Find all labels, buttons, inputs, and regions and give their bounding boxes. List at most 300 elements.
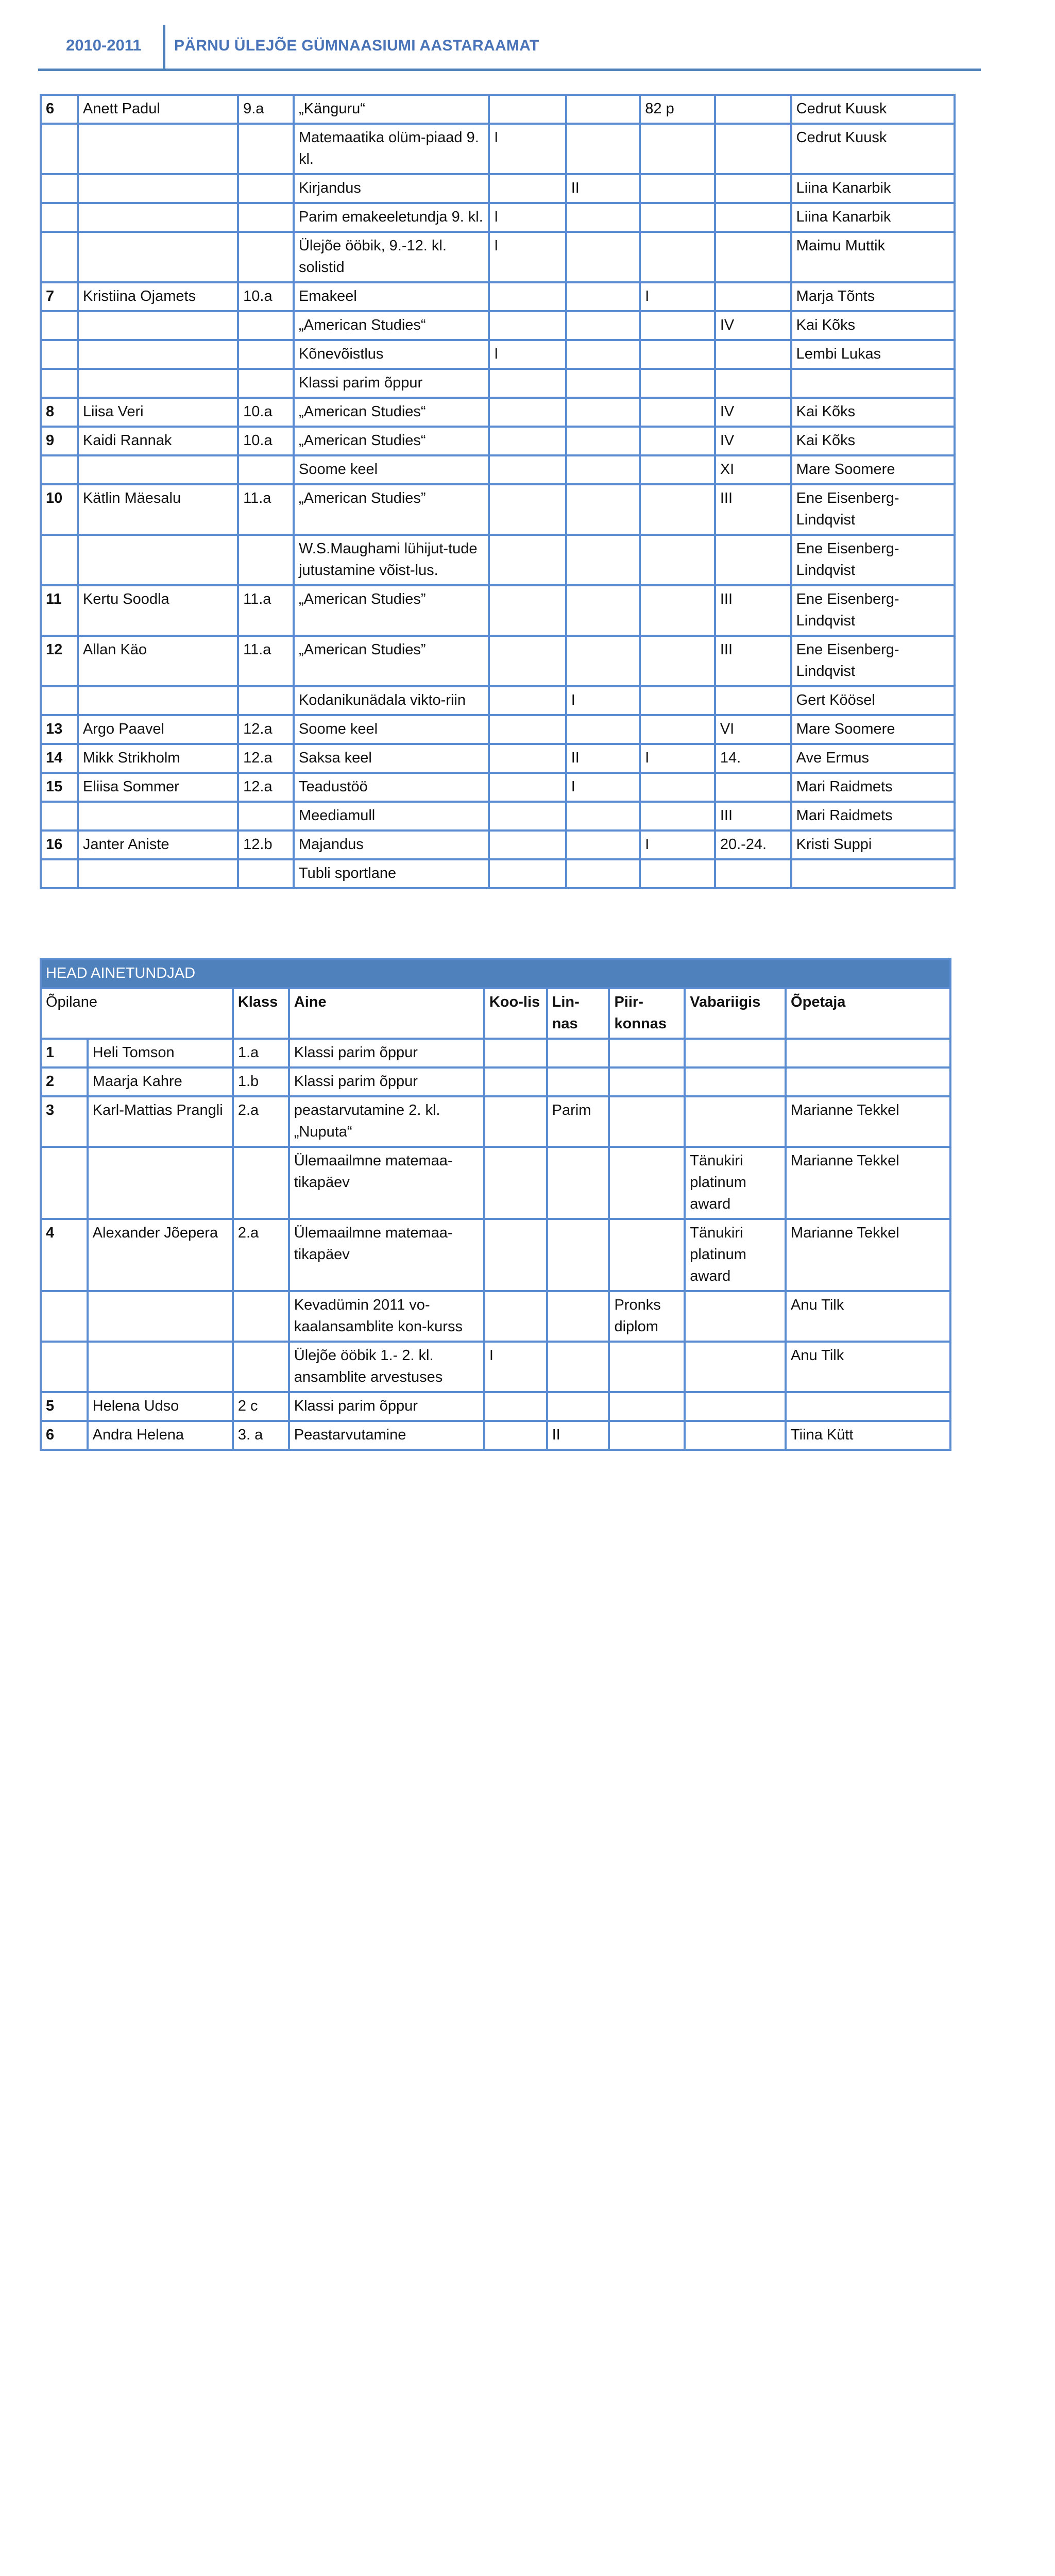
cell-opetaja: Anu Tilk <box>786 1291 950 1342</box>
cell-linnas <box>547 1147 609 1219</box>
cell-num <box>41 686 78 715</box>
table-row <box>41 744 955 773</box>
cell-aine: „American Studies” <box>294 636 489 686</box>
cell-opetaja: Ene Eisenberg-Lindqvist <box>791 585 955 636</box>
cell-name <box>78 203 238 232</box>
cell-num <box>41 1147 88 1219</box>
cell-num <box>41 369 78 398</box>
cell-klass <box>238 369 294 398</box>
table-row <box>41 124 955 174</box>
cell-koolis <box>484 1067 547 1096</box>
cell-piirkonnas <box>640 773 715 802</box>
cell-klass <box>238 455 294 484</box>
cell-num <box>41 1291 88 1342</box>
cell-opetaja: Cedrut Kuusk <box>791 95 955 124</box>
cell-piirkonnas <box>640 203 715 232</box>
table-row <box>41 369 955 398</box>
cell-aine: „Känguru“ <box>294 95 489 124</box>
cell-opetaja <box>791 859 955 888</box>
cell-piirkonnas <box>609 1067 685 1096</box>
cell-name <box>88 1291 233 1342</box>
cell-klass <box>238 859 294 888</box>
cell-name: Mikk Strikholm <box>78 744 238 773</box>
cell-aine: Ülemaailmne matemaa-tikapäev <box>289 1147 484 1219</box>
cell-piirkonnas <box>640 340 715 369</box>
cell-linnas <box>566 398 640 427</box>
cell-piirkonnas <box>640 232 715 282</box>
table-row <box>41 282 955 311</box>
table-row <box>41 455 955 484</box>
cell-piirkonnas: I <box>640 744 715 773</box>
cell-koolis <box>489 535 566 585</box>
cell-aine: „American Studies“ <box>294 427 489 455</box>
cell-piirkonnas <box>640 585 715 636</box>
table-row <box>41 484 955 535</box>
cell-aine: Saksa keel <box>294 744 489 773</box>
cell-name: Maarja Kahre <box>88 1067 233 1096</box>
cell-name: Argo Paavel <box>78 715 238 744</box>
cell-num <box>41 859 78 888</box>
results-table-continued <box>40 94 956 889</box>
cell-linnas <box>566 203 640 232</box>
cell-koolis <box>489 398 566 427</box>
cell-num: 7 <box>41 282 78 311</box>
cell-koolis: I <box>489 203 566 232</box>
cell-num: 12 <box>41 636 78 686</box>
header-title: PÄRNU ÜLEJÕE GÜMNAASIUMI AASTARAAMAT <box>174 37 539 54</box>
cell-klass <box>233 1291 289 1342</box>
table-row <box>41 585 955 636</box>
cell-vabariigis <box>685 1096 786 1147</box>
cell-name: Helena Udso <box>88 1392 233 1421</box>
cell-koolis <box>484 1147 547 1219</box>
cell-piirkonnas <box>609 1147 685 1219</box>
cell-name: Heli Tomson <box>88 1039 233 1067</box>
cell-piirkonnas <box>640 484 715 535</box>
table-row <box>41 203 955 232</box>
cell-vabariigis <box>715 535 791 585</box>
header-opetaja: Õpetaja <box>786 988 950 1039</box>
cell-name: Liisa Veri <box>78 398 238 427</box>
cell-klass <box>238 686 294 715</box>
cell-num <box>41 124 78 174</box>
cell-num: 8 <box>41 398 78 427</box>
cell-piirkonnas <box>609 1392 685 1421</box>
cell-vabariigis: Tänukiri platinum award <box>685 1147 786 1219</box>
cell-vabariigis <box>715 124 791 174</box>
cell-vabariigis <box>685 1291 786 1342</box>
cell-aine: Kõnevõistlus <box>294 340 489 369</box>
cell-linnas <box>566 585 640 636</box>
cell-koolis <box>489 174 566 203</box>
cell-aine: Matemaatika olüm-piaad 9. kl. <box>294 124 489 174</box>
section-header-row <box>41 959 950 988</box>
cell-num: 13 <box>41 715 78 744</box>
cell-num: 1 <box>41 1039 88 1067</box>
cell-opetaja: Liina Kanarbik <box>791 203 955 232</box>
cell-opetaja: Maimu Muttik <box>791 232 955 282</box>
cell-opetaja <box>786 1039 950 1067</box>
cell-name: Janter Aniste <box>78 831 238 859</box>
cell-koolis <box>489 831 566 859</box>
cell-koolis <box>489 859 566 888</box>
cell-piirkonnas <box>640 311 715 340</box>
cell-opetaja: Ave Ermus <box>791 744 955 773</box>
cell-num: 9 <box>41 427 78 455</box>
cell-vabariigis: 20.-24. <box>715 831 791 859</box>
cell-opetaja: Gert Köösel <box>791 686 955 715</box>
cell-name <box>78 369 238 398</box>
cell-num: 15 <box>41 773 78 802</box>
table-row <box>41 1291 950 1342</box>
cell-aine: Peastarvutamine <box>289 1421 484 1450</box>
cell-vabariigis <box>685 1067 786 1096</box>
cell-piirkonnas <box>640 455 715 484</box>
cell-opetaja <box>786 1067 950 1096</box>
cell-opetaja: Ene Eisenberg-Lindqvist <box>791 484 955 535</box>
cell-linnas <box>566 535 640 585</box>
table-row <box>41 831 955 859</box>
cell-vabariigis <box>715 773 791 802</box>
cell-koolis: I <box>489 340 566 369</box>
cell-vabariigis <box>685 1392 786 1421</box>
cell-name: Eliisa Sommer <box>78 773 238 802</box>
cell-koolis <box>489 455 566 484</box>
cell-aine: Teadustöö <box>294 773 489 802</box>
cell-linnas <box>566 802 640 831</box>
cell-piirkonnas <box>640 427 715 455</box>
cell-klass <box>238 802 294 831</box>
cell-linnas <box>566 636 640 686</box>
cell-piirkonnas <box>640 174 715 203</box>
cell-klass: 2.a <box>233 1096 289 1147</box>
cell-koolis <box>489 585 566 636</box>
cell-vabariigis <box>715 282 791 311</box>
cell-piirkonnas: Pronks diplom <box>609 1291 685 1342</box>
cell-klass: 12.a <box>238 744 294 773</box>
cell-name <box>78 174 238 203</box>
cell-opetaja <box>791 369 955 398</box>
cell-koolis <box>484 1392 547 1421</box>
cell-linnas <box>566 369 640 398</box>
cell-piirkonnas: I <box>640 282 715 311</box>
cell-opetaja: Marianne Tekkel <box>786 1147 950 1219</box>
cell-linnas <box>547 1039 609 1067</box>
cell-aine: Klassi parim õppur <box>289 1392 484 1421</box>
cell-linnas <box>566 124 640 174</box>
cell-klass: 11.a <box>238 484 294 535</box>
cell-name <box>78 802 238 831</box>
page-footer <box>0 1437 1055 1492</box>
cell-name <box>78 311 238 340</box>
cell-piirkonnas <box>609 1219 685 1291</box>
cell-koolis <box>489 744 566 773</box>
cell-name: Karl-Mattias Prangli <box>88 1096 233 1147</box>
cell-num: 10 <box>41 484 78 535</box>
cell-aine: Meediamull <box>294 802 489 831</box>
table-row <box>41 174 955 203</box>
cell-vabariigis: VI <box>715 715 791 744</box>
cell-opetaja: Kai Kõks <box>791 398 955 427</box>
cell-klass <box>238 174 294 203</box>
cell-name <box>88 1147 233 1219</box>
cell-name <box>78 124 238 174</box>
cell-opetaja: Marja Tõnts <box>791 282 955 311</box>
header-piirkonnas: Piir-konnas <box>609 988 685 1039</box>
cell-linnas <box>566 427 640 455</box>
cell-linnas <box>547 1219 609 1291</box>
cell-opetaja: Marianne Tekkel <box>786 1096 950 1147</box>
cell-linnas: II <box>566 744 640 773</box>
cell-aine: Soome keel <box>294 455 489 484</box>
cell-aine: „American Studies” <box>294 585 489 636</box>
cell-vabariigis <box>715 232 791 282</box>
cell-opetaja <box>786 1392 950 1421</box>
cell-koolis <box>484 1096 547 1147</box>
cell-opetaja: Tiina Kütt <box>786 1421 950 1450</box>
cell-vabariigis: IV <box>715 427 791 455</box>
cell-koolis <box>489 427 566 455</box>
header-aine: Aine <box>289 988 484 1039</box>
cell-name: Kristiina Ojamets <box>78 282 238 311</box>
header-klass: Klass <box>233 988 289 1039</box>
cell-linnas: II <box>547 1421 609 1450</box>
cell-vabariigis: 14. <box>715 744 791 773</box>
cell-aine: Klassi parim õppur <box>289 1067 484 1096</box>
header-rule <box>38 69 981 71</box>
table-row <box>41 340 955 369</box>
cell-name: Kätlin Mäesalu <box>78 484 238 535</box>
cell-koolis <box>489 715 566 744</box>
column-header-row <box>41 988 950 1039</box>
cell-aine: Ülemaailmne matemaa-tikapäev <box>289 1219 484 1291</box>
cell-aine: „American Studies“ <box>294 398 489 427</box>
cell-num <box>41 455 78 484</box>
cell-num: 11 <box>41 585 78 636</box>
cell-koolis <box>484 1219 547 1291</box>
cell-klass <box>238 232 294 282</box>
cell-vabariigis: Tänukiri platinum award <box>685 1219 786 1291</box>
cell-num: 5 <box>41 1392 88 1421</box>
cell-aine: „American Studies“ <box>294 311 489 340</box>
cell-opetaja: Mari Raidmets <box>791 773 955 802</box>
cell-piirkonnas <box>640 124 715 174</box>
cell-klass: 10.a <box>238 427 294 455</box>
cell-name: Kaidi Rannak <box>78 427 238 455</box>
cell-linnas <box>566 282 640 311</box>
cell-num: 6 <box>41 95 78 124</box>
cell-opetaja: Mari Raidmets <box>791 802 955 831</box>
cell-aine: Kirjandus <box>294 174 489 203</box>
cell-klass <box>238 340 294 369</box>
cell-linnas <box>566 340 640 369</box>
cell-opetaja: Ene Eisenberg-Lindqvist <box>791 535 955 585</box>
cell-koolis: I <box>489 124 566 174</box>
cell-num <box>41 232 78 282</box>
cell-num: 16 <box>41 831 78 859</box>
cell-piirkonnas <box>640 535 715 585</box>
table-row <box>41 859 955 888</box>
table-row <box>41 535 955 585</box>
table-row <box>41 427 955 455</box>
cell-num: 14 <box>41 744 78 773</box>
cell-num: 2 <box>41 1067 88 1096</box>
cell-vabariigis: III <box>715 636 791 686</box>
cell-name: Allan Käo <box>78 636 238 686</box>
cell-aine: Soome keel <box>294 715 489 744</box>
cell-aine: Kodanikunädala vikto-riin <box>294 686 489 715</box>
cell-name <box>78 535 238 585</box>
cell-linnas <box>566 232 640 282</box>
cell-name <box>78 455 238 484</box>
cell-piirkonnas <box>609 1096 685 1147</box>
cell-koolis: I <box>484 1342 547 1392</box>
cell-linnas <box>547 1342 609 1392</box>
cell-koolis <box>489 369 566 398</box>
cell-piirkonnas <box>640 802 715 831</box>
cell-koolis <box>489 773 566 802</box>
cell-aine: W.S.Maughami lühijut-tude jutustamine võist-lus. <box>294 535 489 585</box>
table-row <box>41 773 955 802</box>
cell-linnas <box>547 1291 609 1342</box>
cell-klass <box>233 1342 289 1392</box>
table-row <box>41 398 955 427</box>
cell-num: 4 <box>41 1219 88 1291</box>
cell-klass: 11.a <box>238 585 294 636</box>
cell-opetaja: Mare Soomere <box>791 455 955 484</box>
cell-name <box>78 686 238 715</box>
cell-opetaja: Liina Kanarbik <box>791 174 955 203</box>
cell-name <box>88 1342 233 1392</box>
cell-vabariigis <box>715 174 791 203</box>
cell-linnas: Parim <box>547 1096 609 1147</box>
cell-klass: 1.a <box>233 1039 289 1067</box>
cell-klass: 11.a <box>238 636 294 686</box>
table-row <box>41 686 955 715</box>
cell-klass: 2.a <box>233 1219 289 1291</box>
cell-name: Alexander Jõepera <box>88 1219 233 1291</box>
cell-linnas <box>566 95 640 124</box>
cell-aine: peastarvutamine 2. kl. „Nuputa“ <box>289 1096 484 1147</box>
cell-vabariigis: IV <box>715 311 791 340</box>
cell-linnas: I <box>566 773 640 802</box>
header-opilane: Õpilane <box>41 988 233 1039</box>
table-row <box>41 232 955 282</box>
cell-opetaja: Ene Eisenberg-Lindqvist <box>791 636 955 686</box>
page-header <box>0 0 1055 72</box>
head-ainetundjad-table <box>40 958 951 1451</box>
table-row <box>41 1039 950 1067</box>
cell-num: 6 <box>41 1421 88 1450</box>
cell-linnas: II <box>566 174 640 203</box>
cell-piirkonnas: 82 p <box>640 95 715 124</box>
cell-piirkonnas <box>640 715 715 744</box>
cell-vabariigis <box>715 340 791 369</box>
cell-opetaja: Anu Tilk <box>786 1342 950 1392</box>
cell-aine: „American Studies” <box>294 484 489 535</box>
cell-name: Anett Padul <box>78 95 238 124</box>
cell-name <box>78 232 238 282</box>
cell-aine: Kevadümin 2011 vo-kaalansamblite kon-kurss <box>289 1291 484 1342</box>
cell-num <box>41 174 78 203</box>
cell-vabariigis <box>715 859 791 888</box>
cell-name <box>78 859 238 888</box>
cell-vabariigis <box>715 686 791 715</box>
cell-klass <box>238 124 294 174</box>
cell-piirkonnas <box>609 1342 685 1392</box>
cell-piirkonnas <box>640 636 715 686</box>
cell-aine: Majandus <box>294 831 489 859</box>
cell-vabariigis: III <box>715 585 791 636</box>
cell-num <box>41 535 78 585</box>
cell-aine: Ülejõe ööbik, 9.-12. kl. solistid <box>294 232 489 282</box>
cell-aine: Parim emakeeletundja 9. kl. <box>294 203 489 232</box>
cell-aine: Tubli sportlane <box>294 859 489 888</box>
cell-opetaja: Mare Soomere <box>791 715 955 744</box>
header-koolis: Koo-lis <box>484 988 547 1039</box>
header-year: 2010-2011 <box>66 36 142 54</box>
cell-piirkonnas <box>640 686 715 715</box>
cell-num: 3 <box>41 1096 88 1147</box>
cell-klass: 2 c <box>233 1392 289 1421</box>
cell-piirkonnas <box>640 398 715 427</box>
cell-aine: Ülejõe ööbik 1.- 2. kl. ansamblite arvestuses <box>289 1342 484 1392</box>
table-row <box>41 1147 950 1219</box>
table-row <box>41 1342 950 1392</box>
cell-linnas <box>566 831 640 859</box>
section-title: HEAD AINETUNDJAD <box>41 959 950 988</box>
cell-piirkonnas: I <box>640 831 715 859</box>
cell-vabariigis <box>715 203 791 232</box>
cell-vabariigis <box>685 1039 786 1067</box>
cell-klass: 1.b <box>233 1067 289 1096</box>
cell-koolis: I <box>489 232 566 282</box>
table-row <box>41 1219 950 1291</box>
cell-opetaja: Lembi Lukas <box>791 340 955 369</box>
cell-name <box>78 340 238 369</box>
cell-linnas <box>566 455 640 484</box>
cell-vabariigis: III <box>715 802 791 831</box>
cell-num <box>41 311 78 340</box>
cell-aine: Klassi parim õppur <box>289 1039 484 1067</box>
cell-koolis <box>484 1039 547 1067</box>
cell-klass: 12.a <box>238 773 294 802</box>
cell-opetaja: Marianne Tekkel <box>786 1219 950 1291</box>
cell-koolis <box>489 95 566 124</box>
cell-num <box>41 1342 88 1392</box>
cell-koolis <box>489 282 566 311</box>
cell-klass: 3. a <box>233 1421 289 1450</box>
cell-vabariigis: XI <box>715 455 791 484</box>
cell-koolis <box>489 686 566 715</box>
table-row <box>41 802 955 831</box>
cell-klass: 10.a <box>238 282 294 311</box>
cell-piirkonnas <box>640 369 715 398</box>
cell-aine: Klassi parim õppur <box>294 369 489 398</box>
header-divider <box>163 25 165 69</box>
cell-klass <box>238 535 294 585</box>
cell-piirkonnas <box>640 859 715 888</box>
cell-linnas <box>566 859 640 888</box>
cell-klass: 12.b <box>238 831 294 859</box>
cell-opetaja: Kai Kõks <box>791 311 955 340</box>
cell-koolis <box>489 484 566 535</box>
table-row <box>41 311 955 340</box>
header-linnas: Lin-nas <box>547 988 609 1039</box>
cell-vabariigis <box>685 1342 786 1392</box>
header-vabariigis: Vabariigis <box>685 988 786 1039</box>
table-row <box>41 1392 950 1421</box>
